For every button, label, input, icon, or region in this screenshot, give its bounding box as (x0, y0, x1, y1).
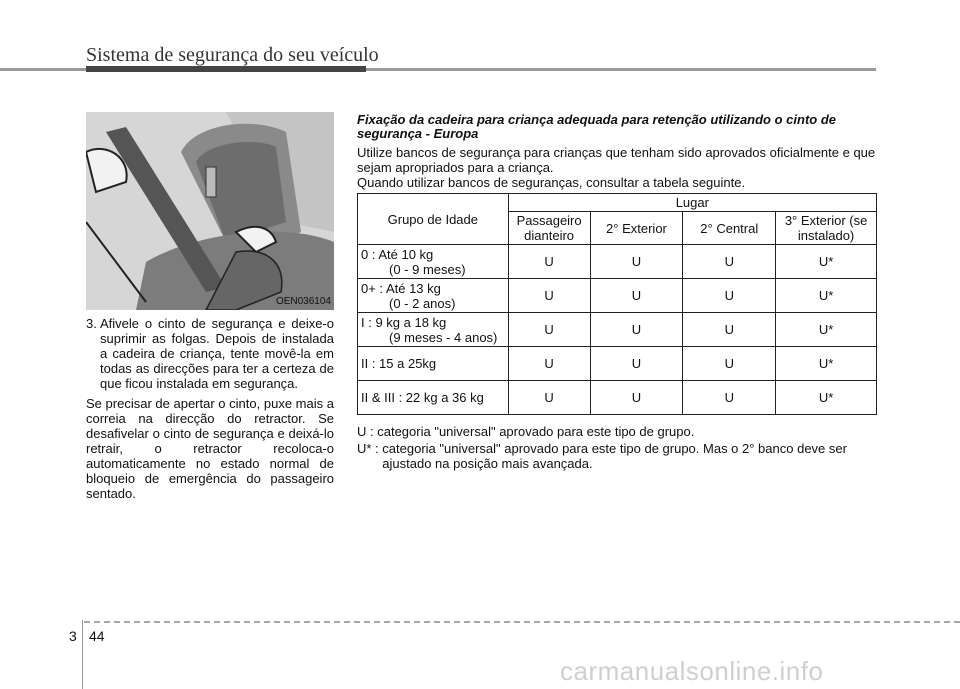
note-key: U* : (357, 441, 383, 456)
note-u-star (357, 441, 877, 471)
section-title: Fixação da cadeira para criança adequada para retenção utilizando o cinto de segurança - Europa (357, 112, 836, 141)
note-text: categoria "universal" aprovado para este tipo de grupo. (377, 424, 695, 439)
group-name: 0 : Até 10 kg (361, 246, 434, 262)
left-column-text (86, 316, 334, 506)
table-cell: U (508, 381, 590, 415)
table-cell: U* (776, 245, 877, 279)
table-cell: U (683, 313, 776, 347)
page-number: 44 (89, 628, 105, 644)
table-row (358, 279, 877, 313)
group-name: 0+ : Até 13 kg (361, 280, 441, 296)
table-notes (357, 424, 877, 471)
col-header-3rd-outer: 3° Exterior (se instalado) (776, 212, 877, 245)
table-cell: U (590, 313, 683, 347)
child-seat-table (357, 193, 877, 415)
intro-line-1: Utilize bancos de segurança para crianças que tenham sido aprovados oficialmente e que sejam apropriados para a criança. (357, 145, 876, 175)
group-cell (358, 313, 509, 347)
table-cell: U (508, 279, 590, 313)
col-header-2nd-outer: 2° Exterior (590, 212, 683, 245)
step-number: 3. (86, 316, 97, 331)
group-name: I : 9 kg a 18 kg (361, 314, 447, 330)
instruction-step (86, 316, 334, 391)
intro-text (357, 145, 877, 190)
footer-vertical-rule (82, 620, 83, 689)
group-cell: II & III : 22 kg a 36 kg (358, 381, 509, 415)
group-age: (9 meses - 4 anos) (389, 329, 498, 345)
group-cell: II : 15 a 25kg (358, 347, 509, 381)
group-header: Grupo de Idade (358, 194, 509, 245)
page-header-title: Sistema de segurança do seu veículo (86, 44, 379, 66)
table-cell: U (683, 279, 776, 313)
footer-dashed-rule (84, 621, 960, 623)
table-cell: U (683, 245, 776, 279)
header-rule (0, 68, 876, 71)
table-cell: U (590, 245, 683, 279)
table-cell: U (590, 381, 683, 415)
table-row (358, 347, 877, 381)
table-row (358, 313, 877, 347)
step-text: Afivele o cinto de segurança e deixe-o suprimir as folgas. Depois de instalada a cadeira de criança, tente movê-la em todas as direcções para ter a certeza de que ficou instalada em segurança. (100, 316, 334, 391)
table-cell: U* (776, 381, 877, 415)
note-key: U : (357, 424, 378, 439)
table-row (358, 381, 877, 415)
col-header-front-passenger: Passageiro dianteiro (508, 212, 590, 245)
note-text: categoria "universal" aprovado para este tipo de grupo. Mas o 2° banco deve ser ajustado na posição mais avançada. (382, 441, 847, 471)
table-cell: U* (776, 313, 877, 347)
group-cell (358, 279, 509, 313)
table-row (358, 245, 877, 279)
col-header-2nd-center: 2° Central (683, 212, 776, 245)
note-u (357, 424, 877, 439)
intro-line-2: Quando utilizar bancos de seguranças, consultar a tabela seguinte. (357, 175, 746, 190)
table-cell: U (590, 279, 683, 313)
table-cell: U* (776, 347, 877, 381)
table-cell: U (683, 381, 776, 415)
table-cell: U (508, 347, 590, 381)
right-column (357, 113, 877, 473)
group-age: (0 - 9 meses) (389, 261, 466, 277)
child-seat-drawing (86, 112, 334, 310)
watermark: carmanualsonline.info (560, 656, 824, 686)
table-cell: U (590, 347, 683, 381)
group-cell (358, 245, 509, 279)
table-cell: U (508, 245, 590, 279)
group-age: (0 - 2 anos) (389, 295, 456, 311)
lugar-header: Lugar (508, 194, 876, 212)
table-cell: U* (776, 279, 877, 313)
table-cell: U (508, 313, 590, 347)
chapter-number: 3 (69, 628, 77, 644)
illustration-code: OEN036104 (275, 296, 331, 307)
child-seat-illustration (86, 112, 334, 310)
table-cell: U (683, 347, 776, 381)
belt-retractor-paragraph: Se precisar de apertar o cinto, puxe mais a correia na direcção do retractor. Se desafivelar o cinto de segurança e deixá-lo retrair, o retractor recoloca-o automaticamente no estado normal de bloqueio de emergência do passageiro sentado. (86, 396, 334, 501)
